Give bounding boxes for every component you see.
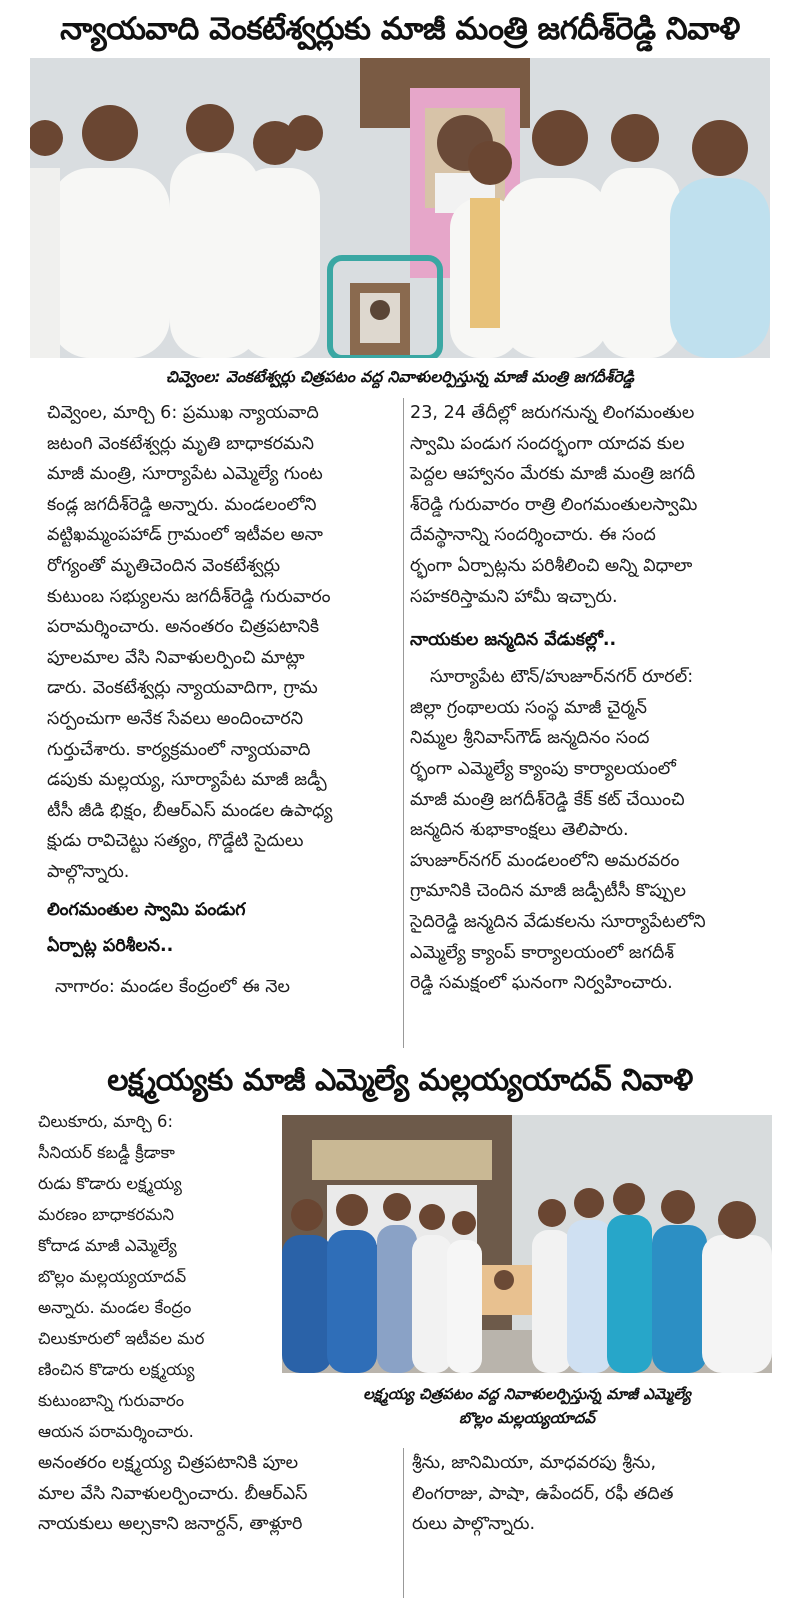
body-line: జన్మదిన శుభాకాంక్షలు తెలిపారు.	[410, 820, 629, 841]
body-line: లింగరాజు, పాషా, ఉపేందర్, రఫీ తదిత	[412, 1483, 674, 1504]
article1-headline: న్యాయవాది వెంకటేశ్వర్లుకు మాజీ మంత్రి జగదీశ్‌రెడ్డి నివాళి	[60, 11, 740, 47]
body-line: డారు. వెంకటేశ్వర్లు న్యాయవాదిగా, గ్రామ	[47, 678, 318, 699]
body-line: ణించిన కొడారు లక్ష్మయ్య	[38, 1360, 195, 1379]
article2-photo-caption	[282, 1382, 772, 1430]
body-line: ఆయన పరామర్శించారు.	[38, 1422, 194, 1441]
body-line: కండ్ల జగదీశ్‌రెడ్డి అన్నారు. మండలంలోని	[47, 494, 317, 515]
body-line: కుటుంబాన్ని గురువారం	[38, 1391, 185, 1410]
body-line: వట్టిఖమ్మంపహాడ్ గ్రామంలో ఇటీవల అనా	[47, 525, 323, 546]
body-line: హుజూర్‌నగర్ మండలంలోని అమరవరం	[410, 850, 680, 871]
body-line: మాల వేసి నివాళులర్పించారు. బీఆర్ఎస్	[38, 1483, 308, 1504]
caption-line: బొల్లం మల్లయ్యయాదవ్	[458, 1409, 596, 1427]
body-line: కోదాడ మాజీ ఎమ్మెల్యే	[38, 1236, 177, 1255]
group-tribute-illustration	[282, 1115, 772, 1373]
body-line: రోగ్యంతో మృతిచెందిన వెంకటేశ్వర్లు	[47, 555, 281, 576]
body-line: సీనియర్ కబడ్డీ క్రీడాకా	[38, 1143, 175, 1162]
article1-column-1	[47, 398, 394, 1002]
body-line: పాల్గొన్నారు.	[47, 861, 130, 882]
article2-headline: లక్ష్మయ్యకు మాజీ ఎమ్మెల్యే మల్లయ్యయాదవ్ నివాళి	[107, 1063, 693, 1098]
subheading-lingamanthula	[47, 892, 394, 964]
body-line: ఎమ్మెల్యే క్యాంప్ కార్యాలయంలో జగదీశ్	[410, 942, 675, 963]
body-line: సహకరిస్తామని హామీ ఇచ్చారు.	[410, 586, 618, 607]
body-line: స్వామి పండుగ సందర్భంగా యాదవ కుల	[410, 433, 685, 454]
body-line: చిలుకూరులో ఇటీవల మర	[38, 1329, 205, 1348]
body-line: సర్పంచుగా అనేక సేవలు అందించారని	[47, 708, 304, 729]
body-line: జిల్లా గ్రంథాలయ సంస్థ మాజీ చైర్మన్	[410, 697, 648, 718]
body-line: బొల్లం మల్లయ్యయాదవ్	[38, 1267, 187, 1286]
article1-photo-caption: చివ్వెంల: వెంకటేశ్వర్లు చిత్రపటం వద్ద నివాళులర్పిస్తున్న మాజీ మంత్రి జగదీశ్‌రెడ్డి	[166, 368, 634, 386]
body-line: ర్భంగా ఏర్పాట్లను పరిశీలించి అన్ని విధాలా	[410, 555, 693, 576]
body-line: ర్భంగా ఎమ్మెల్యే క్యాంపు కార్యాలయంలో	[410, 758, 676, 779]
body-line: నాయకులు అల్సకాని జనార్దన్, తాళ్లూరి	[38, 1514, 303, 1535]
body-line: 23, 24 తేదీల్లో జరుగనున్న లింగమంతుల	[410, 403, 695, 423]
column-divider	[403, 1448, 404, 1598]
column-divider	[403, 398, 404, 1048]
body-line: రుడు కొడారు లక్ష్మయ్య	[38, 1174, 182, 1193]
body-line: శ్రీను, జానిమియా, మాధవరపు శ్రీను,	[412, 1453, 657, 1473]
body-line: శ్‌రెడ్డి గురువారం రాత్రి లింగమంతులస్వామి	[410, 494, 698, 515]
body-line: మాజీ మంత్రి జగదీశ్‌రెడ్డి కేక్ కట్ చేయించి	[410, 789, 685, 810]
article2-narrow-column	[38, 1106, 274, 1447]
subheading-line: ఏర్పాట్ల పరిశీలన..	[47, 935, 174, 956]
body-line: మరణం బాధాకరమని	[38, 1205, 174, 1224]
body-line: పూలమాల వేసి నివాళులర్పించి మాట్లా	[47, 647, 305, 668]
body-line: అనంతరం లక్ష్మయ్య చిత్రపటానికి పూల	[38, 1453, 299, 1473]
subheading-line: లింగమంతుల స్వామి పండుగ	[47, 899, 246, 920]
body-line: దేవస్థానాన్ని సందర్శించారు. ఈ సంద	[410, 525, 656, 546]
body-line: కుటుంబ సభ్యులను జగదీశ్‌రెడ్డి గురువారం	[47, 586, 331, 607]
body-line: అన్నారు. మండల కేంద్రం	[38, 1298, 192, 1317]
body-line: టీసీ జీడి భిక్షం, బీఆర్ఎస్ మండల ఉపాధ్య	[47, 800, 333, 821]
body-line: నిమ్మల శ్రీనివాస్‌గౌడ్ జన్మదినం సంద	[410, 728, 650, 749]
body-line: పెద్దల ఆహ్వానం మేరకు మాజీ మంత్రి జగదీ	[410, 464, 696, 485]
body-line: జటంగి వెంకటేశ్వర్లు మృతి బాధాకరమని	[47, 433, 315, 454]
body-line: క్షుడు రావిచెట్టు సత్యం, గొడ్డేటి సైదులు	[47, 831, 304, 852]
body-line: రులు పాల్గొన్నారు.	[412, 1514, 536, 1535]
article1-column-2	[410, 398, 762, 999]
caption-line: లక్ష్మయ్య చిత్రపటం వద్ద నివాళులర్పిస్తున్న మాజీ ఎమ్మెల్యే	[363, 1385, 691, 1403]
body-line: చివ్వెంల, మార్చి 6: ప్రముఖ న్యాయవాది	[47, 403, 319, 423]
article2-bottom-left-column	[38, 1448, 390, 1540]
body-line: రెడ్డి సమక్షంలో ఘనంగా నిర్వహించారు.	[410, 973, 673, 994]
body-line: సూర్యాపేట టౌన్/హుజూర్‌నగర్ రూరల్:	[430, 667, 694, 688]
subheading-birthday: నాయకుల జన్మదిన వేడుకల్లో..	[410, 630, 617, 651]
body-line: గుర్తుచేశారు. కార్యక్రమంలో న్యాయవాది	[47, 739, 311, 760]
body-line: మాజీ మంత్రి, సూర్యాపేట ఎమ్మెల్యే గుంట	[47, 464, 323, 485]
article1-photo	[30, 58, 770, 358]
article2-bottom-right-column	[412, 1448, 762, 1540]
body-line: గ్రామానికి చెందిన మాజీ జడ్పీటీసీ కొప్పుల	[410, 881, 686, 902]
body-line: చిలుకూరు, మార్చి 6:	[38, 1112, 173, 1131]
article2-photo	[282, 1115, 772, 1373]
body-line: సైదిరెడ్డి జన్మదిన వేడుకలను సూర్యాపేటలోని	[410, 911, 706, 932]
tribute-scene-illustration	[30, 58, 770, 358]
body-line: నాగారం: మండల కేంద్రంలో ఈ నెల	[55, 976, 291, 997]
body-line: పరామర్శించారు. అనంతరం చిత్రపటానికి	[47, 617, 320, 638]
body-line: డపుకు మల్లయ్య, సూర్యాపేట మాజీ జడ్పీ	[47, 770, 327, 791]
